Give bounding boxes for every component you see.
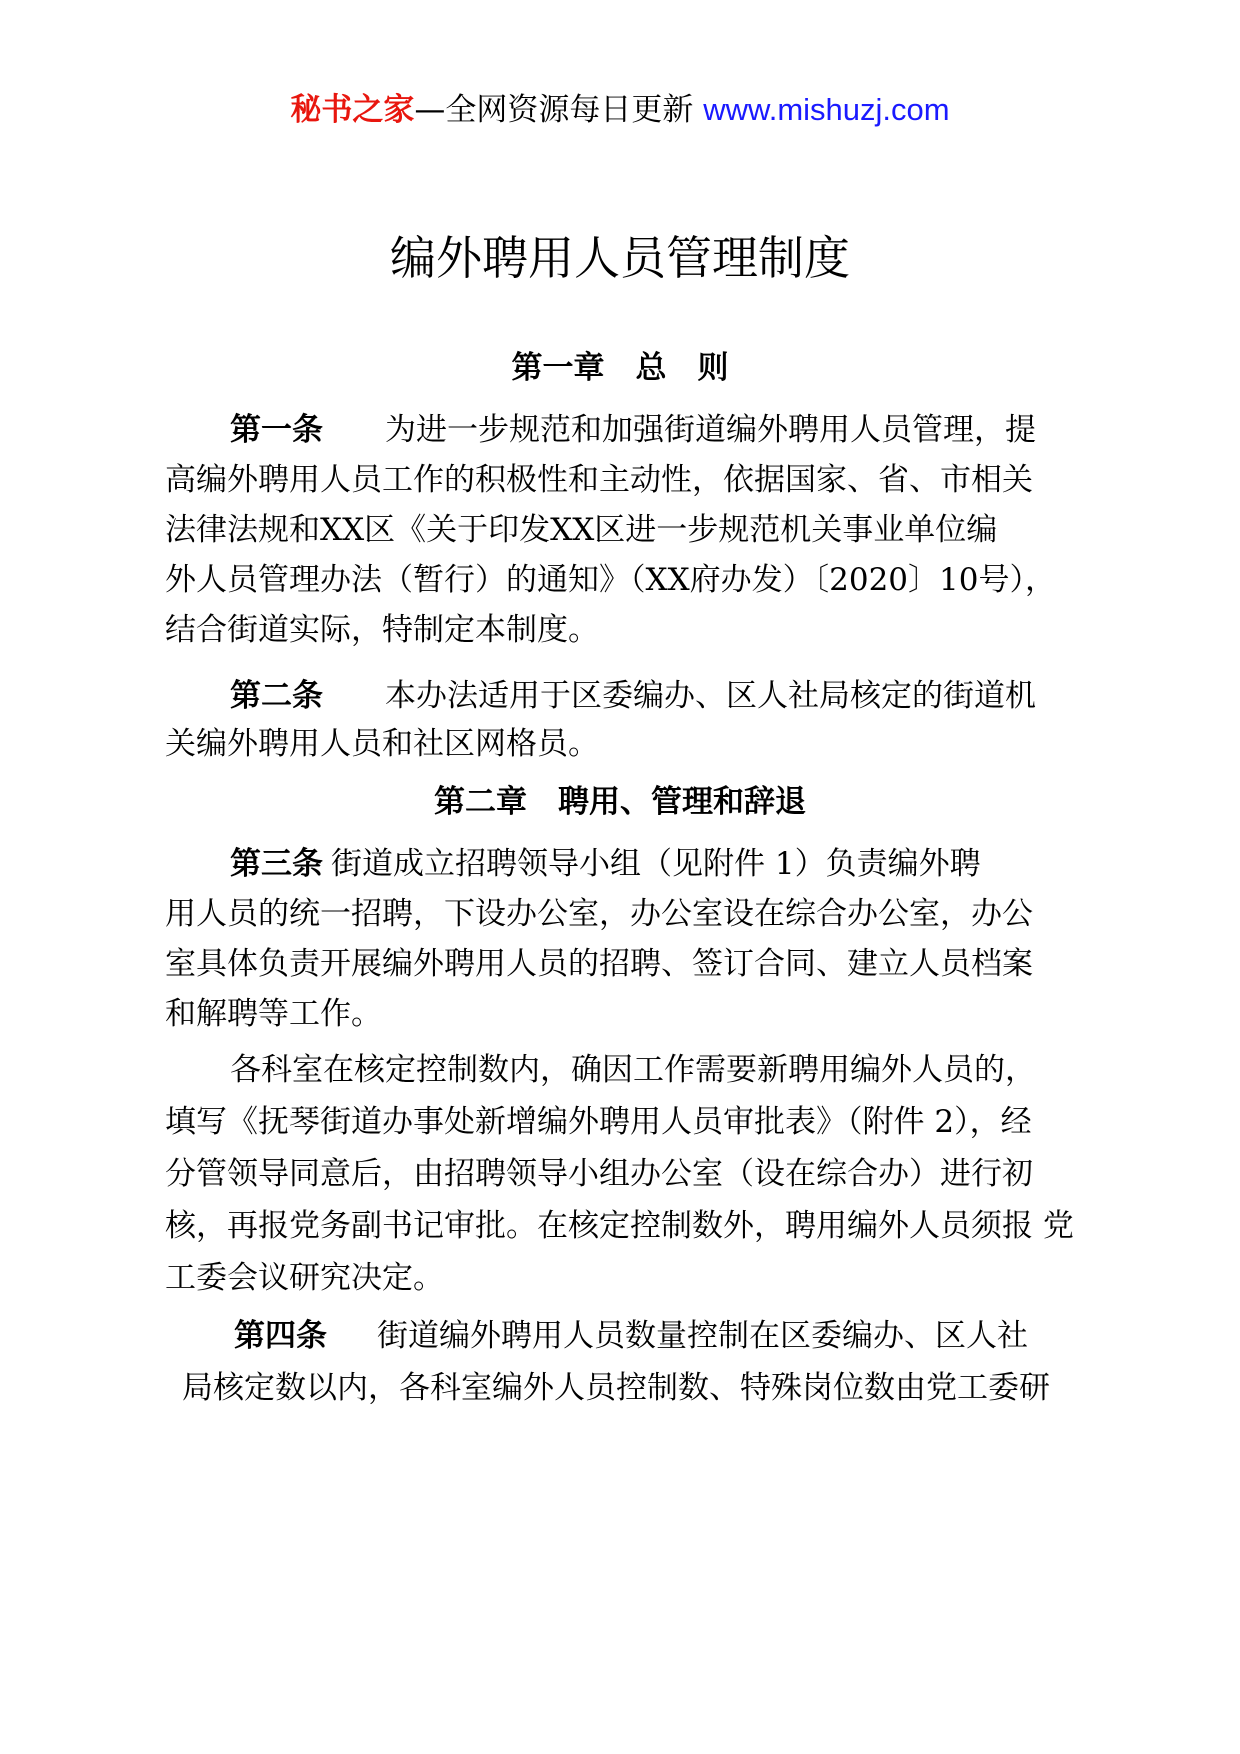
article-1-line: 高编外聘用人员工作的积极性和主动性，依据国家、省、市相关 — [165, 462, 1033, 498]
article-1-line: 外人员管理办法（暂行）的通知》（XX府办发）〔2020〕10号）， — [165, 562, 1056, 598]
article-3-label: 第三条 — [230, 846, 323, 882]
article-3-first-line — [230, 842, 981, 886]
article-2-text: 本办法适用于区委编办、区人社局核定的街道机 — [385, 678, 1036, 714]
article-1-line: 法律法规和XX区《关于印发XX区进一步规范机关事业单位编 — [165, 512, 998, 548]
chapter-heading-1: 第一章 总 则 — [511, 350, 729, 386]
article-4-first-line — [234, 1314, 1028, 1358]
document-title: 编外聘用人员管理制度 — [390, 231, 850, 285]
article-3-line: 和解聘等工作。 — [165, 996, 382, 1032]
paragraph-line: 工委会议研究决定。 — [165, 1260, 444, 1296]
banner-slogan: —全网资源每日更新 — [414, 92, 694, 128]
paragraph-line: 各科室在核定控制数内，确因工作需要新聘用编外人员的， — [230, 1052, 1036, 1088]
article-4-text: 街道编外聘用人员数量控制在区委编办、区人社 — [377, 1318, 1028, 1354]
article-3-text: 街道成立招聘领导小组（见附件 1）负责编外聘 — [331, 846, 981, 882]
article-1-first-line — [230, 408, 1036, 452]
site-banner — [0, 88, 1240, 132]
banner-brand: 秘书之家 — [290, 92, 415, 128]
banner-url-link[interactable]: www.mishuzj.com — [703, 92, 950, 127]
article-4-label: 第四条 — [234, 1318, 327, 1354]
article-3-line: 用人员的统一招聘，下设办公室，办公室设在综合办公室，办公 — [165, 896, 1033, 932]
chapter-heading-2: 第二章 聘用、管理和辞退 — [434, 784, 806, 820]
article-2-first-line — [230, 674, 1036, 718]
article-3-line: 室具体负责开展编外聘用人员的招聘、签订合同、建立人员档案 — [165, 946, 1033, 982]
article-4-line: 局核定数以内，各科室编外人员控制数、特殊岗位数由党工委研 — [182, 1370, 1050, 1406]
article-1-line: 结合街道实际，特制定本制度。 — [165, 612, 599, 648]
paragraph-line: 核，再报党务副书记审批。在核定控制数外，聘用编外人员须报 党 — [165, 1208, 1074, 1244]
paragraph-line: 填写《抚琴街道办事处新增编外聘用人员审批表》（附件 2），经 — [165, 1104, 1032, 1140]
paragraph-line: 分管领导同意后，由招聘领导小组办公室（设在综合办）进行初 — [165, 1156, 1033, 1192]
article-1-label: 第一条 — [230, 412, 323, 448]
article-1-text: 为进一步规范和加强街道编外聘用人员管理，提 — [385, 412, 1036, 448]
article-2-label: 第二条 — [230, 678, 323, 714]
article-2-line: 关编外聘用人员和社区网格员。 — [165, 726, 599, 762]
